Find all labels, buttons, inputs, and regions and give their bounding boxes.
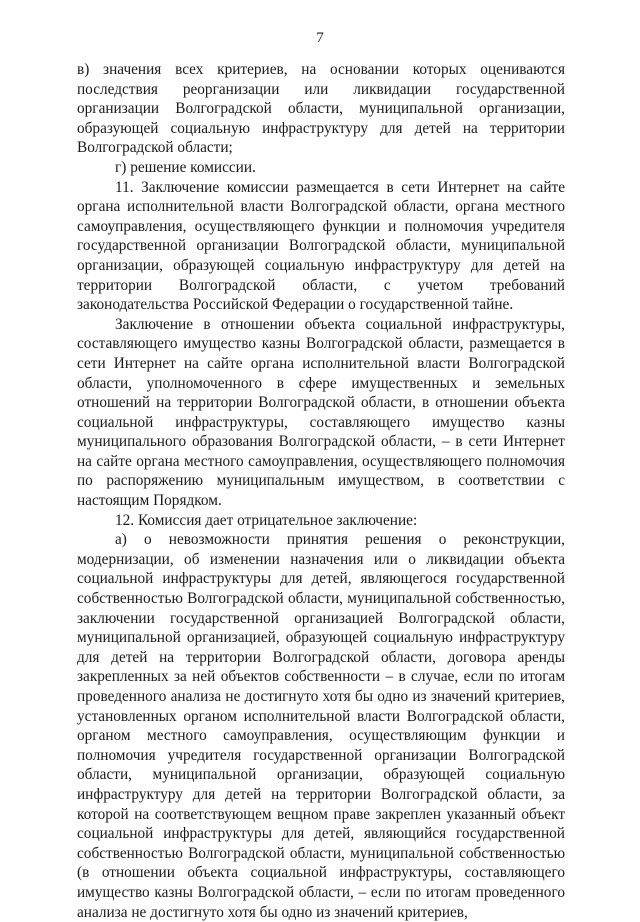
paragraph-12a: а) о невозможности принятия решения о реконструкции, модернизации, об изменении назначения или о ликвидации объекта социальной инфраструктуры для детей, являющегося государственной собственностью Волгоградской области, муниципальной собственностью, заключении государственной организацией Волгоградской области, муниципальной организацией, образующей социальную инфраструктуру для детей на территории Волгоградской области, договора аренды закрепленных за ней объектов собственности – в случае, если по итогам проведенного анализа не достигнуто хотя бы одно из значений критериев, установленных органом исполнительной власти Волгоградской области, органом местного самоуправления, осуществляющим функции и полномочия учредителя государственной организации Волгоградской области, муниципальной организации, образующей социальную инфраструктуру для детей на территории Волгоградской области, за которой на соответствующем вещном праве закреплен указанный объект социальной инфраструктуры для детей, являющийся государственной собственностью Волгоградской области, муниципальной собственностью (в отношении объекта социальной инфраструктуры, составляющего имущество казны Волгоградской области, – если по итогам проведенного анализа не достигнуто хотя бы одно из значений критериев, — [77, 531, 565, 921]
paragraph-treasury-property: Заключение в отношении объекта социальной инфраструктуры, составляющего имущество казны Волгоградской области, размещается в сети Интернет на сайте органа исполнительной власти Волгоградской области, уполномоченного в сфере имущественных и земельных отношений на территории Волгоградской области, в отношении объекта социальной инфраструктуры, составляющего имущество казны муниципального образования Волгоградской области, – в сети Интернет на сайте органа местного самоуправления, осуществляющего полномочия по распоряжению муниципальным имуществом, в соответствии с настоящим Порядком. — [77, 315, 565, 510]
document-body — [77, 60, 565, 922]
paragraph-commission-decision: г) решение комиссии. — [115, 158, 256, 176]
page-number: 7 — [316, 30, 324, 46]
paragraph-11-publication: 11. Заключение комиссии размещается в сети Интернет на сайте органа исполнительной власти Волгоградской области, органа местного самоуправления, осуществляющего функции и полномочия учредителя государственной организации Волгоградской области, муниципальной организации, образующей социальную инфраструктуру для детей на территории Волгоградской области, с учетом требований законодательства Российской Федерации о государственной тайне. — [77, 178, 565, 314]
paragraph-12-heading: 12. Комиссия дает отрицательное заключение: — [115, 511, 418, 529]
paragraph-criteria-values: в) значения всех критериев, на основании которых оцениваются последствия реорганизации или ликвидации государственной организации Волгоградской области, муниципальной организации, образующей социальную инфраструктуру для детей на территории Волгоградской области; — [77, 61, 565, 157]
